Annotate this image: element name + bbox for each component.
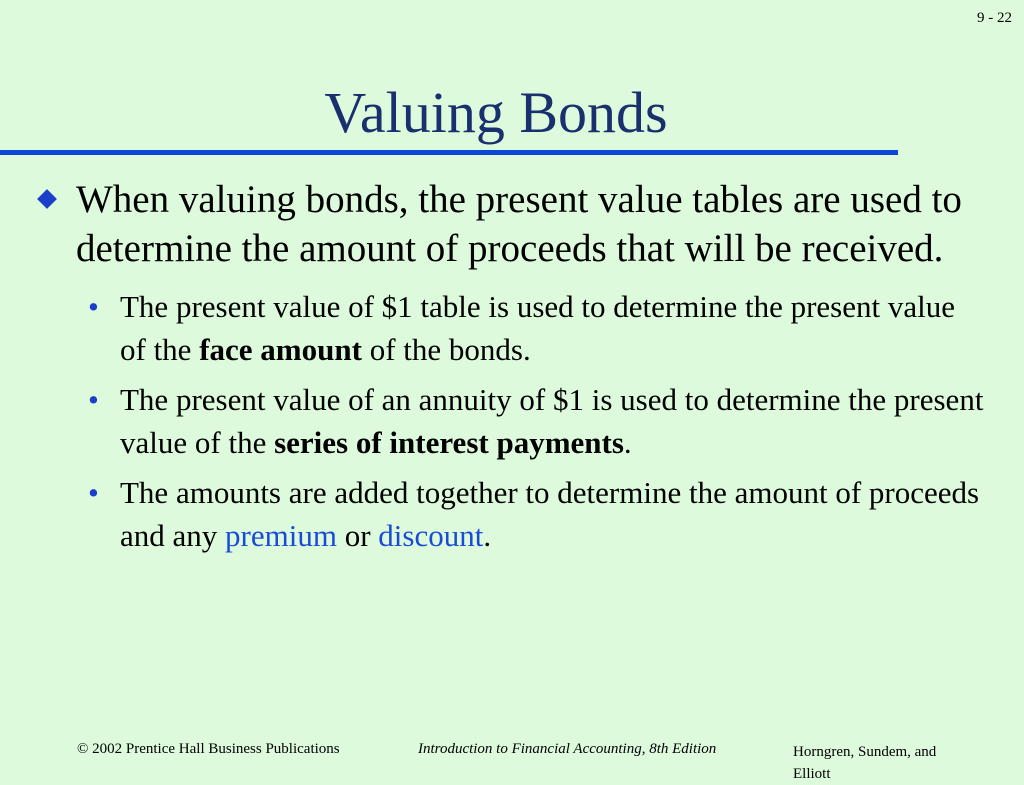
premium-term: premium <box>225 518 337 553</box>
sub-bullet-text: The present value of $1 table is used to determine the present value of the <box>120 289 955 367</box>
sub-bullet-item <box>0 378 1024 464</box>
diamond-bullet-icon <box>37 189 57 209</box>
slide-number: 9 - 22 <box>977 10 1012 26</box>
sub-bullet-text: The present value of an annuity of $1 is used to determine the present value of the <box>120 382 984 460</box>
main-bullet-text: When valuing bonds, the present value tables are used to determine the amount of proceeds that will be received. <box>76 178 962 270</box>
slide-content <box>0 175 1024 564</box>
footer-copyright: © 2002 Prentice Hall Business Publications <box>77 741 340 757</box>
footer-book-title: Introduction to Financial Accounting, 8th Edition <box>418 741 717 757</box>
emphasis-text: face amount <box>199 332 362 367</box>
sub-bullet-item <box>0 285 1024 371</box>
footer-authors: Horngren, Sundem, and Elliott <box>793 744 937 782</box>
sub-bullet-text: . <box>483 518 492 553</box>
dot-bullet-icon: • <box>88 289 99 324</box>
emphasis-text: series of interest payments <box>274 425 624 460</box>
slide-title: Valuing Bonds <box>324 80 668 145</box>
title-divider <box>0 150 898 155</box>
sub-bullet-text: The amounts are added together to determine the amount of proceeds and any <box>120 475 980 553</box>
dot-bullet-icon: • <box>88 475 99 510</box>
sub-bullet-text: . <box>623 425 632 460</box>
sub-bullet-item <box>0 471 1024 557</box>
sub-bullet-text: or <box>336 518 379 553</box>
sub-bullet-text: of the bonds. <box>361 332 531 367</box>
sub-bullet-list <box>0 285 1024 557</box>
main-bullet <box>0 175 1024 273</box>
discount-term: discount <box>378 518 484 553</box>
slide-footer <box>0 738 1024 782</box>
dot-bullet-icon: • <box>88 382 99 417</box>
